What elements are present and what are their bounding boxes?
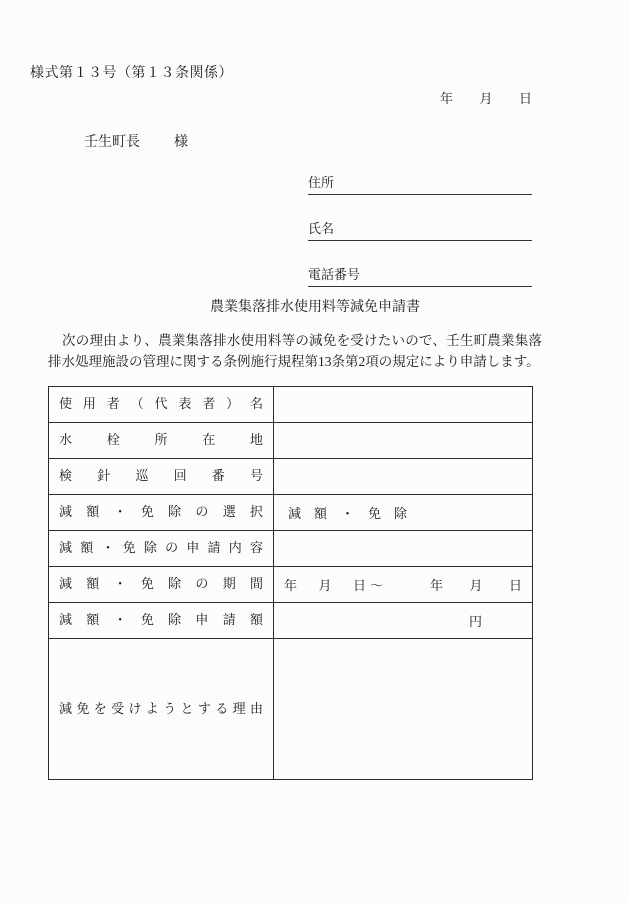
row-value-cell-period[interactable]	[274, 567, 533, 603]
table-row	[49, 603, 533, 639]
period-to[interactable]	[430, 575, 522, 594]
row-label-cell-reason	[49, 639, 274, 780]
row-label-cell-period	[49, 567, 274, 603]
period-from-day-label: 日	[352, 578, 366, 593]
row-value-cell-tap-location[interactable]	[274, 423, 533, 459]
table-row	[49, 387, 533, 423]
row-value-cell-user-name[interactable]	[274, 387, 533, 423]
period-range	[274, 575, 532, 594]
date-year-label: 年	[440, 91, 454, 106]
table-row	[49, 639, 533, 780]
name-field[interactable]	[308, 218, 532, 241]
row-label-cell-tap-location	[49, 423, 274, 459]
name-field-label: 氏名	[308, 221, 335, 236]
row-label-meter-route-number: 検針巡回番号	[59, 468, 263, 484]
form-number: 様式第１３号（第１３条関係）	[30, 66, 233, 81]
choice-exemption[interactable]: 免 除	[368, 506, 408, 521]
row-label-reduction-type: 減額・免除の選択	[59, 504, 263, 520]
row-label-user-name: 使用者（代表者）名	[59, 396, 263, 412]
row-value-cell-application-content[interactable]	[274, 531, 533, 567]
document-title: 農業集落排水使用料等減免申請書	[210, 300, 420, 315]
table-row	[49, 423, 533, 459]
row-value-cell-amount[interactable]	[274, 603, 533, 639]
date-line	[440, 88, 532, 107]
period-spacer	[385, 575, 430, 594]
addressee-name: 壬生町長	[84, 135, 140, 150]
row-value-cell-meter-route-number[interactable]	[274, 459, 533, 495]
row-label-reason-wrap	[49, 639, 273, 779]
period-from-year-label: 年	[284, 578, 298, 593]
period-to-day-label: 日	[508, 578, 522, 593]
phone-field-label: 電話番号	[308, 267, 361, 282]
phone-field[interactable]	[308, 264, 532, 287]
table-row	[49, 531, 533, 567]
table-row	[49, 459, 533, 495]
date-month-label: 月	[479, 91, 493, 106]
row-label-application-content: 減額・免除の申請内容	[59, 540, 263, 556]
period-tilde: 〜	[370, 578, 384, 593]
address-field-label: 住所	[308, 175, 335, 190]
row-value-cell-reduction-type[interactable]	[274, 495, 533, 531]
choice-separator: ・	[341, 506, 355, 521]
table-row	[49, 495, 533, 531]
table-row	[49, 567, 533, 603]
addressee-honorific: 様	[174, 135, 188, 150]
row-value-cell-reason[interactable]	[274, 639, 533, 780]
row-label-cell-reduction-type	[49, 495, 274, 531]
application-form-table	[48, 386, 533, 780]
row-label-cell-application-content	[49, 531, 274, 567]
document-body-text: 次の理由より、農業集落排水使用料等の減免を受けたいので、壬生町農業集落排水処理施設の管理に関する条例施行規程第13条第2項の規定により申請します。	[48, 333, 542, 369]
row-label-cell-amount	[49, 603, 274, 639]
period-from[interactable]	[284, 575, 366, 594]
period-from-month-label: 月	[318, 578, 332, 593]
row-label-period: 減額・免除の期間	[59, 576, 263, 592]
row-label-cell-user-name	[49, 387, 274, 423]
row-label-cell-meter-route-number	[49, 459, 274, 495]
address-field[interactable]	[308, 172, 532, 195]
addressee-line	[84, 131, 188, 151]
period-to-year-label: 年	[430, 578, 444, 593]
period-to-month-label: 月	[469, 578, 483, 593]
row-label-reason: 減免を受けようとする理由	[59, 700, 263, 716]
date-day-label: 日	[518, 91, 532, 106]
choice-reduction[interactable]: 減 額	[288, 506, 328, 521]
row-label-tap-location: 水栓所在地	[59, 432, 263, 448]
reduction-type-choices	[274, 503, 532, 522]
row-label-amount: 減額・免除申請額	[59, 612, 263, 628]
amount-unit-label: 円	[468, 614, 482, 629]
